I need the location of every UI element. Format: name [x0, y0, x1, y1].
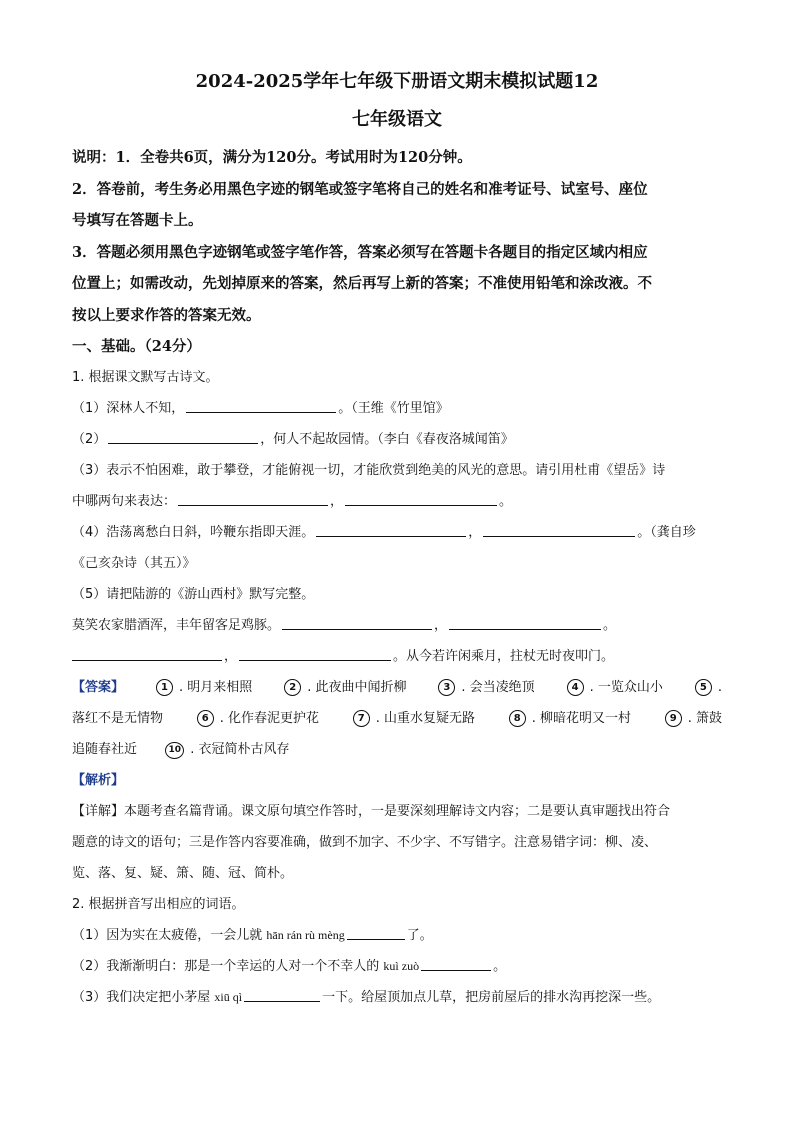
- circled-number: 1: [156, 679, 173, 696]
- circled-number: 5: [695, 679, 712, 696]
- instruction-line: 号填写在答题卡上。: [72, 212, 203, 229]
- answer-blank[interactable]: [347, 925, 405, 940]
- answer-item: 1 . 明月来相照: [156, 672, 252, 703]
- page-subtitle: 七年级语文: [352, 109, 442, 130]
- pinyin: kuì zuò: [383, 959, 420, 973]
- circled-number: 8: [509, 710, 526, 727]
- pinyin: xiū qì: [214, 990, 243, 1004]
- answer-blank[interactable]: [483, 522, 635, 537]
- answer-blank[interactable]: [244, 987, 320, 1002]
- instruction-line: 说明：1．全卷共6页，满分为120分。考试用时为120分钟。: [72, 149, 472, 166]
- answer-item: 9 . 箫鼓: [665, 703, 722, 734]
- answer-item: 落红不是无情物: [72, 711, 164, 726]
- analysis-line: 【详解】本题考查名篇背诵。课文原句填空作答时，一是要深刻理解诗文内容；二是要认真审题找出符合: [72, 804, 671, 819]
- instructions: [72, 142, 722, 331]
- q1-part-5-line1: 莫笑农家腊酒浑，丰年留客足鸡豚。 ， 。: [72, 610, 722, 641]
- analysis-line: 题意的诗文的语句；三是作答内容要准确，做到不加字、不少字、不写错字。注意易错字词：柳、凌、: [72, 835, 658, 850]
- circled-number: 7: [353, 710, 370, 727]
- page-title: 2024-2025学年七年级下册语文期末模拟试题12: [195, 71, 599, 92]
- answer-blank[interactable]: [316, 522, 466, 537]
- answer-tag: 【答案】: [72, 680, 125, 695]
- circled-number: 3: [438, 679, 455, 696]
- answer-row-2: [72, 703, 722, 734]
- q1-part-4-line2: 《己亥杂诗（其五）》: [72, 556, 196, 571]
- analysis-line: 览、落、复、疑、箫、随、冠、简朴。: [72, 866, 294, 881]
- answer-item: 5 .: [695, 672, 722, 703]
- answer-blank[interactable]: [186, 398, 336, 413]
- answer-row-1: [72, 672, 722, 703]
- instruction-line: 按以上要求作答的答案无效。: [72, 306, 261, 324]
- q2-part-3: （3）我们决定把小茅屋 xiū qì 一下。给屋顶加点儿草，把房前屋后的排水沟再挖深一些。: [72, 982, 722, 1013]
- answer-item: 6 . 化作春泥更护花: [197, 703, 319, 734]
- q2-stem: 2. 根据拼音写出相应的词语。: [72, 897, 245, 912]
- answer-item: 2 . 此夜曲中闻折柳: [284, 672, 406, 703]
- answer-item: 8 . 柳暗花明又一村: [509, 703, 631, 734]
- answer-blank[interactable]: [239, 646, 391, 661]
- section-heading: 一、基础。（24分）: [72, 338, 201, 355]
- q1-part-4: （4）浩荡离愁白日斜，吟鞭东指即天涯。 ， 。（龚自珍: [72, 517, 722, 548]
- circled-number: 6: [197, 710, 214, 727]
- q1-part-2: （2） ，何人不起故园情。（李白《春夜洛城闻笛》: [72, 424, 722, 455]
- answer-blank[interactable]: [449, 615, 601, 630]
- q1-stem: 1. 根据课文默写古诗文。: [72, 370, 219, 385]
- answer-item: 7 . 山重水复疑无路: [353, 703, 475, 734]
- circled-number: 10: [165, 742, 184, 759]
- q2-part-1: （1）因为实在太疲倦，一会儿就 hān rán rù mèng 了。: [72, 920, 722, 951]
- circled-number: 9: [665, 710, 682, 727]
- instruction-line: 位置上；如需改动，先划掉原来的答案，然后再写上新的答案；不准使用铅笔和涂改液。不: [72, 275, 652, 292]
- answer-blank[interactable]: [282, 615, 432, 630]
- question-2: [72, 889, 722, 1013]
- q1-part-3: （3）表示不怕困难，敢于攀登，才能俯视一切，才能欣赏到绝美的风光的意思。请引用杜甫《望岳》诗: [72, 463, 666, 478]
- analysis-tag: 【解析】: [72, 773, 125, 788]
- instruction-line: 3．答题必须用黑色字迹钢笔或签字笔作答，答案必须写在答题卡各题目的指定区域内相应: [72, 243, 648, 261]
- pinyin: hān rán rù mèng: [266, 928, 345, 942]
- q2-part-2: （2）我渐渐明白：那是一个幸运的人对一个不幸人的 kuì zuò 。: [72, 951, 722, 982]
- q1-part-5-line2: ， 。从今若许闲乘月，拄杖无时夜叩门。: [72, 641, 722, 672]
- answer-blank[interactable]: [72, 646, 222, 661]
- answer-blank[interactable]: [178, 491, 328, 506]
- q1-part-5: （5）请把陆游的《游山西村》默写完整。: [72, 587, 315, 602]
- answer-blank[interactable]: [108, 429, 258, 444]
- q1-part-1: （1）深林人不知， 。（王维《竹里馆》: [72, 393, 722, 424]
- question-1: [72, 362, 722, 889]
- answer-blank[interactable]: [345, 491, 497, 506]
- circled-number: 2: [284, 679, 301, 696]
- answer-blank[interactable]: [421, 956, 491, 971]
- answer-item: 4 . 一览众山小: [567, 672, 663, 703]
- instruction-line: 2．答卷前，考生务必用黑色字迹的钢笔或签字笔将自己的姓名和准考证号、试室号、座位: [72, 180, 648, 198]
- q1-part-3-line2: 中哪两句来表达： ， 。: [72, 486, 722, 517]
- answer-row-3: 追随春社近 10 . 衣冠简朴古风存: [72, 742, 290, 757]
- answer-item: 3 . 会当凌绝顶: [438, 672, 534, 703]
- circled-number: 4: [567, 679, 584, 696]
